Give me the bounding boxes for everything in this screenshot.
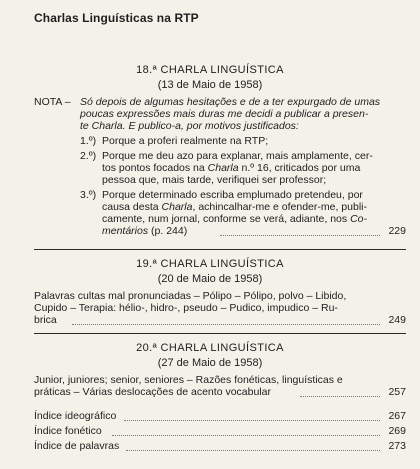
reason-2-line-2: tos pontos focados na Charla n.º 16, criticados por uma bbox=[102, 162, 361, 174]
index-palavras-page: 273 bbox=[388, 440, 406, 452]
charla-19-line-1: Palavras cultas mal pronunciadas – Pólipo – Pólipo, polvo – Libido, bbox=[34, 290, 347, 302]
leader-dots bbox=[126, 450, 380, 451]
reason-2-line-1: Porque me deu azo para explanar, mais amplamente, cer- bbox=[102, 150, 373, 162]
reason-3-number: 3.º) bbox=[80, 189, 97, 201]
reason-2-number: 2.º) bbox=[80, 150, 97, 162]
charla-20-page: 257 bbox=[388, 386, 406, 398]
index-ideografico: Índice ideográfico bbox=[34, 410, 117, 422]
charla-19-title: 19.ª CHARLA LINGUÍSTICA bbox=[136, 258, 284, 270]
index-fonetico: Índice fonético bbox=[34, 425, 102, 437]
section-divider bbox=[34, 333, 406, 334]
nota-line-2: poucas expressões mais duras me decidi a publicar a presen- bbox=[80, 108, 369, 120]
charla-20-title: 20.ª CHARLA LINGUÍSTICA bbox=[136, 342, 284, 354]
index-palavras: Índice de palavras bbox=[34, 440, 120, 452]
nota-line-3: te Charla. E publico-a, por motivos justificados: bbox=[80, 120, 299, 132]
leader-dots bbox=[112, 435, 380, 436]
charla-19-date: (20 de Maio de 1958) bbox=[157, 273, 263, 285]
reason-1-text: Porque a proferi realmente na RTP; bbox=[102, 135, 269, 147]
charla-18-page: 229 bbox=[388, 225, 406, 237]
index-fonetico-page: 269 bbox=[388, 425, 406, 437]
running-head: Charlas Linguísticas na RTP bbox=[34, 11, 199, 25]
leader-dots bbox=[124, 420, 380, 421]
charla-19-line-2: Cupido – Terapia: hélio-, hidro-, pseudo – Pudico, impudico – Ru- bbox=[34, 302, 338, 314]
charla-20-date: (27 de Maio de 1958) bbox=[157, 357, 263, 369]
leader-dots bbox=[300, 396, 380, 397]
reason-3-line-2: causa desta Charla, achincalhar-me e ofender-me, publi- bbox=[102, 201, 367, 213]
reason-2-line-3: pessoa que, mais tarde, verifiquei ser professor; bbox=[102, 174, 327, 186]
charla-18-title: 18.ª CHARLA LINGUÍSTICA bbox=[136, 64, 284, 76]
reason-3-line-1: Porque determinado escriba emplumado pretendeu, por bbox=[102, 189, 363, 201]
leader-dots bbox=[72, 324, 380, 325]
charla-20-line-1: Junior, juniores; senior, seniores – Razões fonéticas, linguísticas e bbox=[34, 374, 343, 386]
nota-label: NOTA – bbox=[34, 96, 71, 108]
charla-19-line-3: brica bbox=[34, 314, 57, 326]
charla-19-page: 249 bbox=[388, 314, 406, 326]
reason-3-line-4: mentários (p. 244) bbox=[102, 225, 188, 237]
section-divider bbox=[34, 249, 406, 250]
reason-3-line-3: camente, num jornal, conforme se verá, adiante, nos Co- bbox=[102, 213, 367, 225]
index-ideografico-page: 267 bbox=[388, 410, 406, 422]
charla-20-line-2: práticas – Várias deslocações de acento vocabular bbox=[34, 386, 271, 398]
charla-18-date: (13 de Maio de 1958) bbox=[157, 79, 263, 91]
leader-dots bbox=[220, 235, 380, 236]
nota-line-1: Só depois de algumas hesitações e de a ter expurgado de umas bbox=[80, 96, 381, 108]
reason-1-number: 1.º) bbox=[80, 135, 97, 147]
